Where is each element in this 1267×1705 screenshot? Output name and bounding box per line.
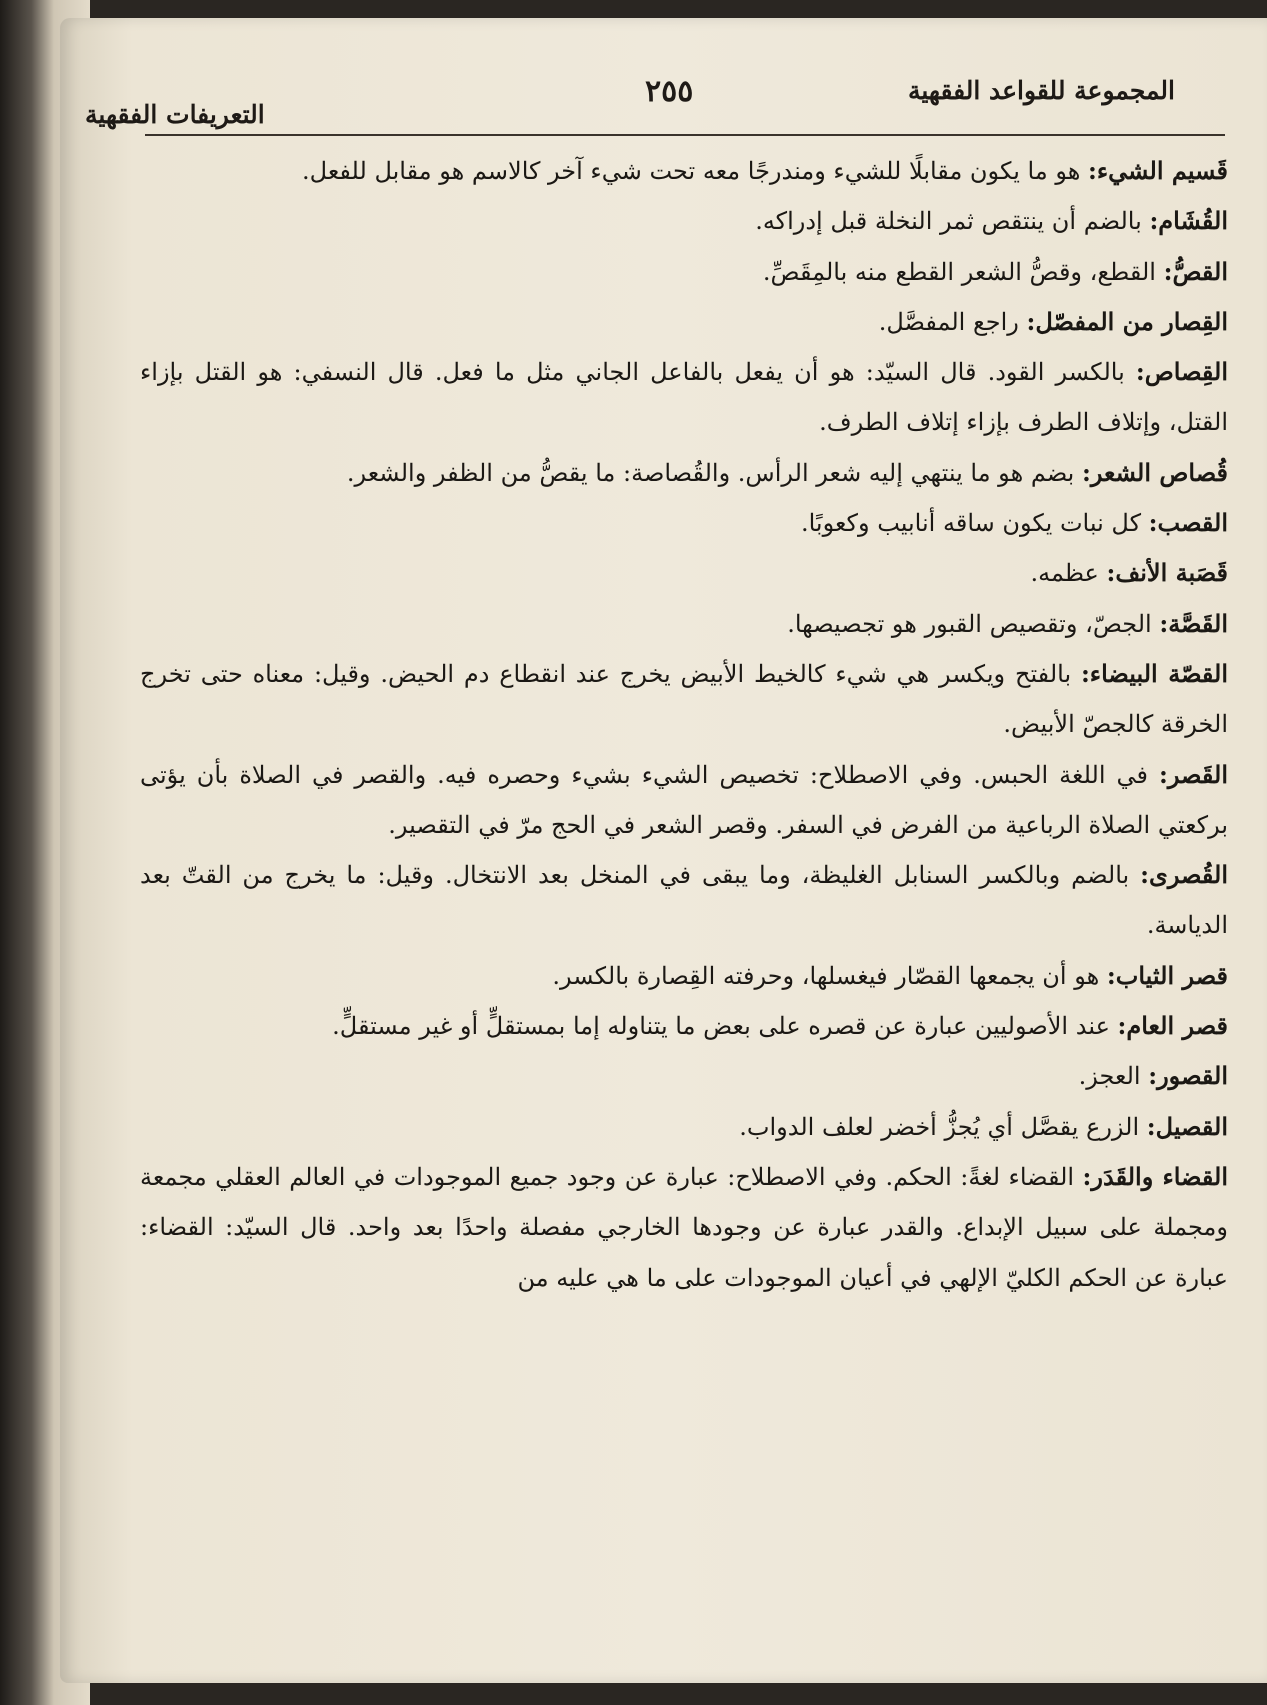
entry-text: بالفتح ويكسر هي شيء كالخيط الأبيض يخرج عند انقطاع دم الحيض. وقيل: معناه حتى تخرج الخرقة كالجصّ الأبيض. — [140, 659, 1228, 739]
entry-text: القضاء لغةً: الحكم. وفي الاصطلاح: عبارة عن وجود جميع الموجودات في العالم العقلي مجمعة ومجملة على سبيل الإبداع. والقدر عبارة عن وجودها الخارجي مفصلة واحدًا بعد واحد. قال السيّد: القضاء: عبارة عن الحكم الكليّ الإلهي في أعيان الموجودات على ما هي عليه من — [140, 1162, 1228, 1292]
entry — [140, 498, 1228, 548]
entry — [140, 548, 1228, 598]
entry-text: بالكسر القود. قال السيّد: هو أن يفعل بالفاعل الجاني مثل ما فعل. قال النسفي: هو القتل بإزاء القتل، وإتلاف الطرف بإزاء إتلاف الطرف. — [140, 358, 1228, 437]
entry-text: في اللغة الحبس. وفي الاصطلاح: تخصيص الشيء بشيء وحصره فيه. والقصر في الصلاة بأن يؤتى بركعتي الصلاة الرباعية من الفرض في السفر. وقصر الشعر في الحج مرّ في التقصير. — [140, 760, 1228, 839]
entry — [140, 599, 1228, 649]
entry-term: القُصرى: — [1140, 860, 1228, 890]
running-title-right: المجموعة للقواعد الفقهية — [907, 76, 1175, 105]
entry — [140, 146, 1228, 196]
entry — [140, 347, 1228, 448]
entry-text: هو أن يجمعها القصّار فيغسلها، وحرفته القِصارة بالكسر. — [552, 961, 1107, 990]
entry — [140, 196, 1228, 246]
entry — [140, 850, 1228, 951]
entry-text: القطع، وقصُّ الشعر القطع منه بالمِقَصِّ. — [762, 257, 1164, 286]
page-header — [85, 62, 1175, 132]
entry — [140, 1051, 1228, 1101]
entry-text: الجصّ، وتقصيص القبور هو تجصيصها. — [787, 609, 1160, 638]
entry-text: بالضم أن ينتقص ثمر النخلة قبل إدراكه. — [755, 207, 1150, 236]
entry — [140, 448, 1228, 498]
entry-term: القصّة البيضاء: — [1080, 658, 1228, 688]
page-body — [140, 146, 1228, 1303]
entry-term: القضاء والقَدَر: — [1082, 1161, 1228, 1191]
entry-term: قَصَبة الأنف: — [1106, 558, 1228, 588]
entry-term: القِصار من المفصّل: — [1026, 306, 1228, 336]
entry-text: كل نبات يكون ساقه أنابيب وكعوبًا. — [800, 509, 1149, 538]
entry-term: قُصاص الشعر: — [1081, 457, 1228, 487]
entry-term: قصر العام: — [1117, 1011, 1228, 1041]
entry-text: بضم هو ما ينتهي إليه شعر الرأس. والقُصاصة: ما يقصُّ من الظفر والشعر. — [346, 458, 1082, 487]
entry — [140, 1102, 1228, 1152]
entry-term: القَصر: — [1158, 759, 1228, 789]
entry-text: هو ما يكون مقابلًا للشيء ومندرجًا معه تحت شيء آخر كالاسم هو مقابل للفعل. — [302, 157, 1088, 185]
entry-term: القصيل: — [1146, 1111, 1228, 1141]
entry — [140, 649, 1228, 750]
entry — [140, 951, 1228, 1001]
page-number: ٢٥٥ — [645, 74, 694, 109]
entry — [140, 1152, 1228, 1303]
entry-term: القِصاص: — [1135, 357, 1228, 387]
entry-term: القصب: — [1148, 508, 1228, 538]
entry-term: قصر الثياب: — [1106, 960, 1228, 990]
entry-term: القَصَّة: — [1159, 608, 1228, 638]
entry — [140, 1001, 1228, 1051]
entry — [140, 750, 1228, 851]
header-rule — [145, 134, 1225, 136]
entry-text: العجز. — [1078, 1062, 1149, 1091]
entry-term: القصُّ: — [1163, 256, 1228, 286]
entry-term: القصور: — [1148, 1061, 1228, 1091]
entry — [140, 247, 1228, 297]
entry-text: عظمه. — [1030, 559, 1107, 588]
entry-text: الزرع يقصَّل أي يُجزُّ أخضر لعلف الدواب. — [739, 1112, 1147, 1141]
entry-term: قَسيم الشيء: — [1088, 156, 1228, 185]
entry — [140, 297, 1228, 347]
running-title-left: التعريفات الفقهية — [85, 100, 265, 129]
entry-term: القُشَام: — [1149, 206, 1228, 236]
entry-text: راجع المفصَّل. — [878, 307, 1027, 336]
entry-text: بالضم وبالكسر السنابل الغليظة، وما يبقى في المنخل بعد الانتخال. وقيل: ما يخرج من القتّ بعد الدياسة. — [140, 861, 1228, 940]
entry-text: عند الأصوليين عبارة عن قصره على بعض ما يتناوله إما بمستقلٍّ أو غير مستقلٍّ. — [332, 1012, 1118, 1041]
